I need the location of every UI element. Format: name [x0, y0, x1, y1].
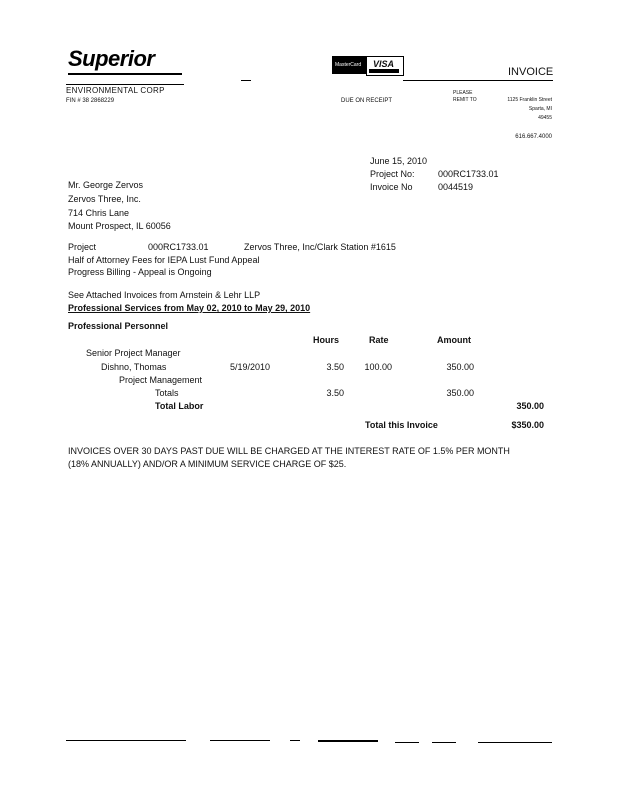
header-rule-right	[403, 80, 553, 81]
mastercard-label: MasterCard	[335, 62, 362, 68]
bill-to-city: Mount Prospect, IL 60056	[68, 221, 171, 231]
mastercard-logo	[332, 56, 366, 74]
col-hours-header: Hours	[313, 335, 340, 345]
personnel-rate: 100.00	[364, 362, 392, 372]
personnel-name: Dishno, Thomas	[101, 362, 167, 372]
personnel-amount: 350.00	[446, 362, 474, 372]
personnel-role: Senior Project Manager	[86, 348, 181, 358]
company-division: ENVIRONMENTAL CORP	[66, 86, 165, 95]
footer-rule-3	[290, 740, 300, 741]
col-amount-header: Amount	[437, 335, 471, 345]
logo-underline	[68, 73, 182, 75]
invoice-no-value: 0044519	[438, 182, 474, 192]
company-logo: Superior	[68, 46, 155, 71]
personnel-hours: 3.50	[326, 362, 344, 372]
bill-to-company: Zervos Three, Inc.	[68, 194, 141, 204]
totals-label: Totals	[155, 388, 179, 398]
total-invoice-amount: $350.00	[511, 420, 544, 430]
totals-hours: 3.50	[326, 388, 344, 398]
project-label: Project	[68, 242, 97, 252]
footer-rule-1	[66, 740, 186, 741]
project-name: Zervos Three, Inc/Clark Station #1615	[244, 242, 396, 252]
services-period: Professional Services from May 02, 2010 to May 29, 2010	[68, 303, 311, 313]
footer-rule-5	[395, 742, 419, 743]
due-on-receipt: DUE ON RECEIPT	[341, 98, 393, 104]
project-number: 000RC1733.01	[148, 242, 209, 252]
company-fin: FIN # 38 2868229	[66, 98, 115, 104]
bill-to-street: 714 Chris Lane	[68, 208, 130, 218]
project-description-1: Half of Attorney Fees for IEPA Lust Fund Appeal	[68, 255, 260, 265]
footer-rule-4	[318, 740, 378, 742]
doc-type-title: INVOICE	[508, 66, 554, 78]
personnel-date: 5/19/2010	[230, 362, 271, 372]
totals-amount: 350.00	[446, 388, 474, 398]
bill-to-name: Mr. George Zervos	[68, 180, 144, 190]
remit-label-2: REMIT TO	[453, 97, 477, 103]
total-labor-label: Total Labor	[155, 401, 204, 411]
project-no-label: Project No:	[370, 169, 415, 179]
invoice-date: June 15, 2010	[370, 156, 428, 166]
project-description-2: Progress Billing - Appeal is Ongoing	[68, 267, 212, 277]
footer-rule-2	[210, 740, 270, 741]
late-fee-notice-1: INVOICES OVER 30 DAYS PAST DUE WILL BE CHARGED AT THE INTEREST RATE OF 1.5% PER MONTH	[68, 446, 510, 456]
total-invoice-label: Total this Invoice	[365, 420, 438, 430]
late-fee-notice-2: (18% ANNUALLY) AND/OR A MINIMUM SERVICE CHARGE OF $25.	[68, 459, 347, 469]
personnel-activity: Project Management	[119, 375, 203, 385]
project-no-value: 000RC1733.01	[438, 169, 499, 179]
footer-rule-6	[432, 742, 456, 743]
remit-address-3: 49455	[538, 115, 552, 121]
footer-rule-7	[478, 742, 552, 743]
attached-invoices-note: See Attached Invoices from Arnstein & Lehr LLP	[68, 290, 261, 300]
division-rule	[66, 84, 184, 85]
invoice-no-label: Invoice No	[370, 182, 413, 192]
total-labor-amount: 350.00	[516, 401, 544, 411]
company-phone: 616.667.4000	[515, 134, 552, 140]
header-rule-left	[241, 80, 251, 81]
personnel-heading: Professional Personnel	[68, 321, 169, 331]
remit-address-2: Sparta, MI	[528, 106, 552, 112]
col-rate-header: Rate	[369, 335, 389, 345]
visa-logo	[366, 56, 404, 76]
visa-label: VISA	[373, 59, 395, 69]
remit-address-1: 1125 Franklin Street	[507, 97, 552, 103]
remit-label-1: PLEASE	[453, 90, 473, 96]
